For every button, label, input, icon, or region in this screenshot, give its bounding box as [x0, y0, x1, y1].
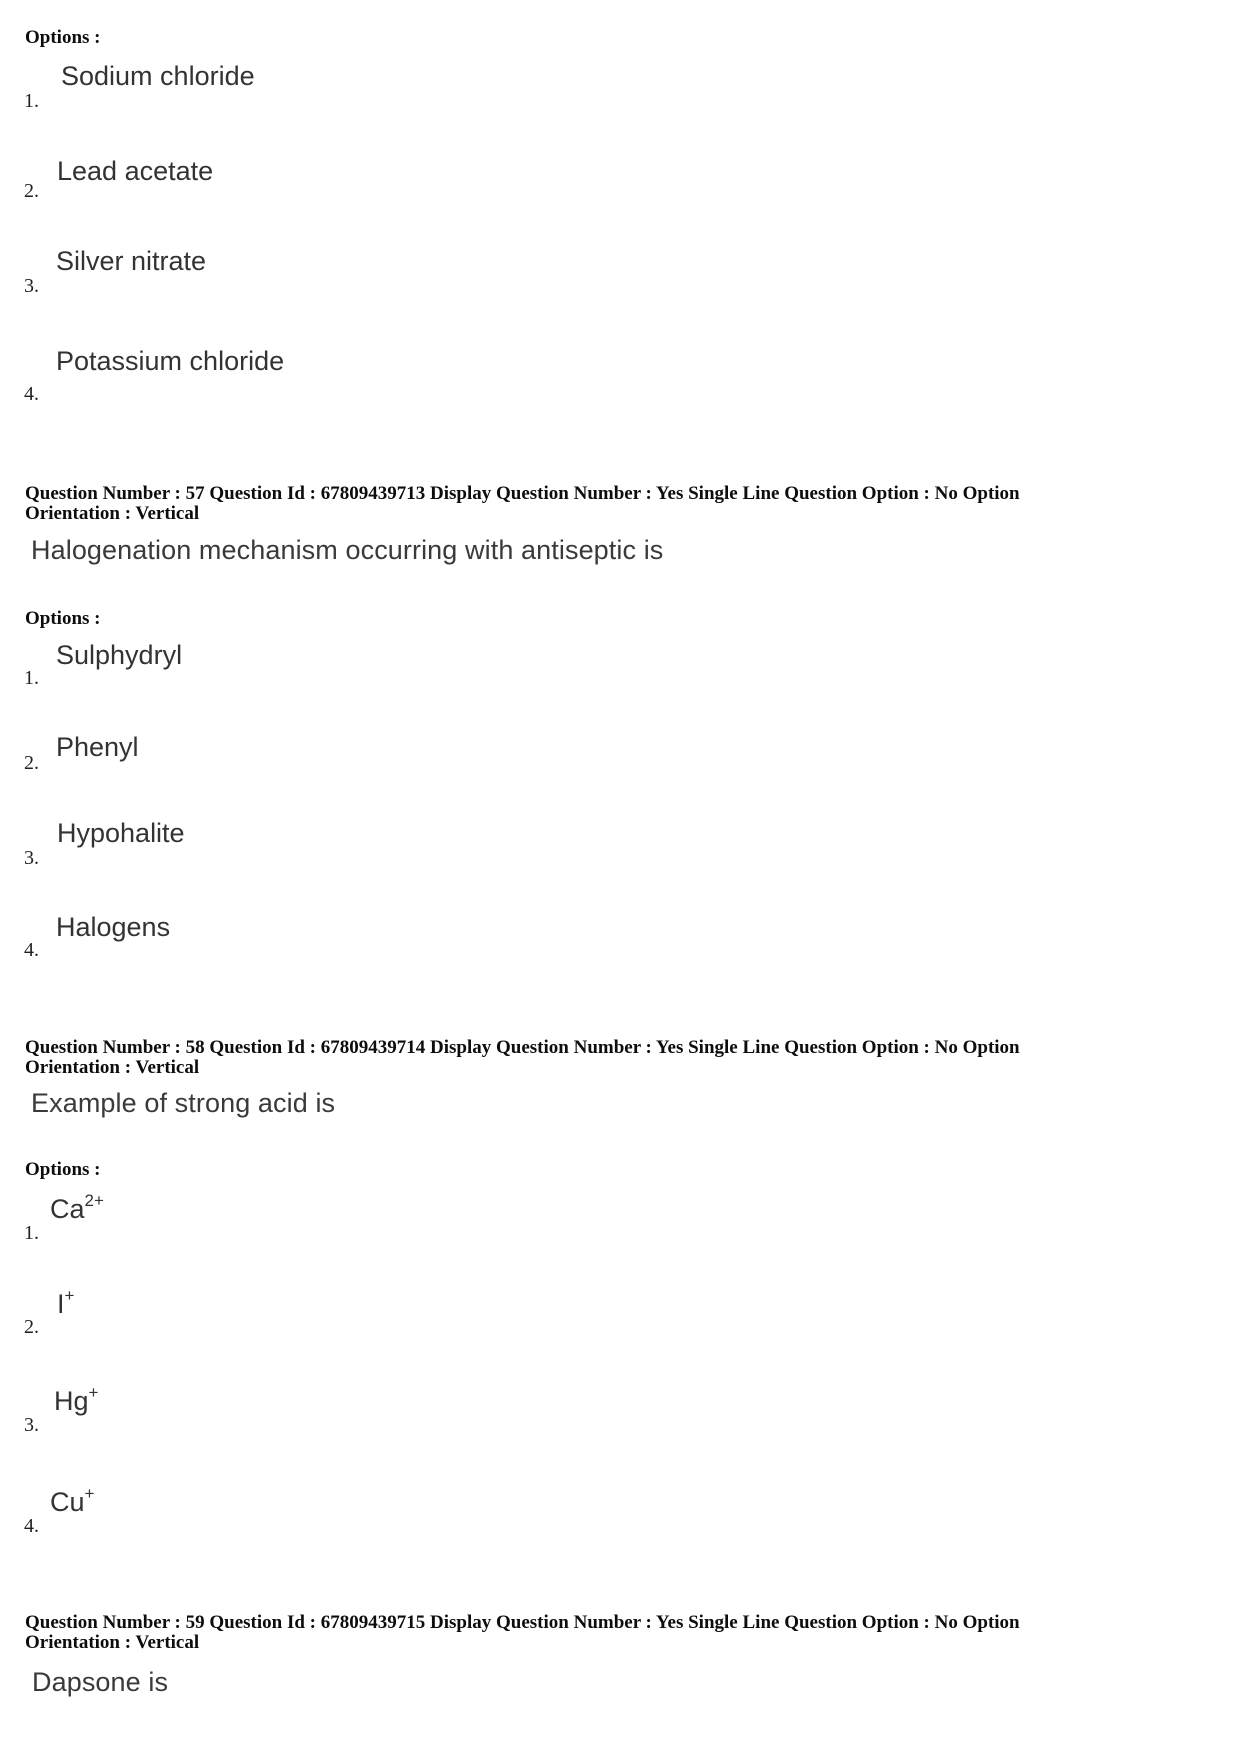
question-meta-line: Question Number : 59 Question Id : 67809439715 Display Question Number : Yes Single Line Question Option : No Option	[25, 1612, 1020, 1633]
option-number: 2.	[24, 752, 39, 774]
ion-charge: +	[64, 1286, 75, 1305]
question-meta-line: Question Number : 57 Question Id : 67809439713 Display Question Number : Yes Single Line Question Option : No Option	[25, 483, 1020, 504]
ion-symbol: Ca	[50, 1194, 85, 1224]
ion-symbol: Hg	[54, 1386, 89, 1416]
option-text: Halogens	[56, 912, 171, 942]
question-meta-line: Question Number : 58 Question Id : 67809439714 Display Question Number : Yes Single Line Question Option : No Option	[25, 1037, 1020, 1058]
option-number: 3.	[24, 275, 39, 297]
option-text	[57, 1286, 75, 1320]
option-text: Hypohalite	[57, 818, 185, 848]
question-text: Dapsone is	[32, 1667, 169, 1697]
question-meta-line: Orientation : Vertical	[25, 1632, 200, 1653]
option-text: Potassium chloride	[56, 346, 285, 376]
option-number: 4.	[24, 939, 39, 961]
ion-symbol: I	[57, 1289, 65, 1319]
option-number: 1.	[24, 90, 39, 112]
option-text: Sodium chloride	[61, 61, 255, 91]
option-number: 4.	[24, 1515, 39, 1537]
question-meta	[25, 484, 1215, 524]
option-number: 1.	[24, 1222, 39, 1244]
ion-charge: +	[84, 1484, 95, 1503]
option-number: 3.	[24, 847, 39, 869]
option-text	[54, 1383, 99, 1417]
question-meta	[25, 1038, 1215, 1078]
ion-symbol: Cu	[50, 1487, 85, 1517]
question-meta-line: Orientation : Vertical	[25, 1057, 200, 1078]
option-number: 4.	[24, 383, 39, 405]
question-meta-line: Orientation : Vertical	[25, 503, 200, 524]
option-number: 1.	[24, 667, 39, 689]
option-text: Phenyl	[56, 732, 139, 762]
option-text: Sulphydryl	[56, 640, 183, 670]
question-text: Example of strong acid is	[31, 1088, 336, 1118]
option-text	[50, 1191, 104, 1225]
option-number: 2.	[24, 180, 39, 202]
options-label: Options :	[25, 1159, 101, 1180]
question-meta	[25, 1613, 1215, 1653]
option-number: 3.	[24, 1414, 39, 1436]
ion-charge: 2+	[84, 1191, 104, 1210]
option-text	[50, 1484, 95, 1518]
option-number: 2.	[24, 1316, 39, 1338]
option-text: Lead acetate	[57, 156, 214, 186]
option-text: Silver nitrate	[56, 246, 207, 276]
ion-charge: +	[88, 1383, 99, 1402]
question-text: Halogenation mechanism occurring with antiseptic is	[31, 535, 664, 565]
options-label: Options :	[25, 27, 101, 48]
options-label: Options :	[25, 608, 101, 629]
